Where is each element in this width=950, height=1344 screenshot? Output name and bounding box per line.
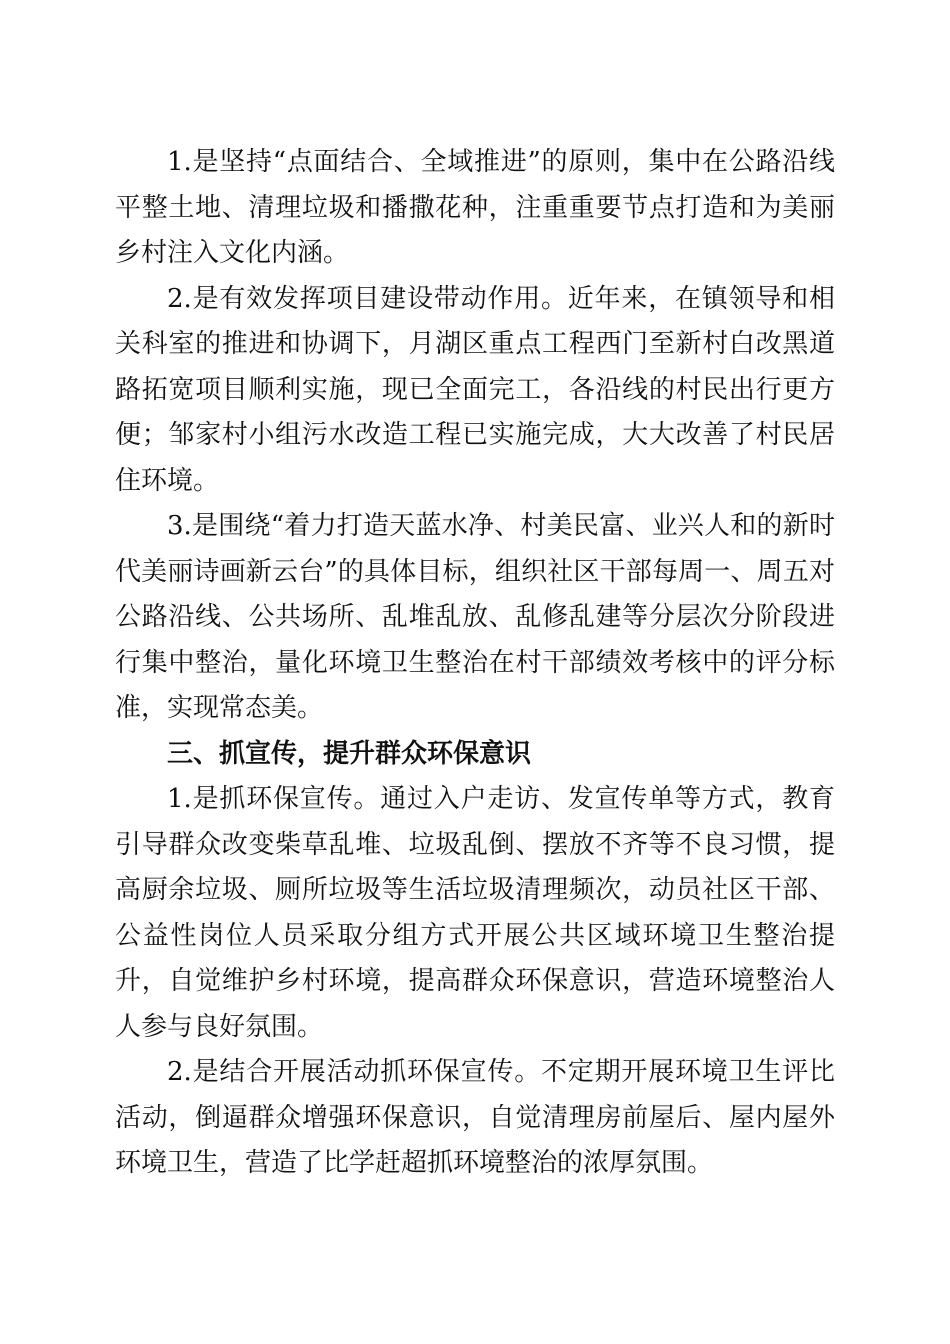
- paragraph-1: 1.是坚持“点面结合、全域推进”的原则，集中在公路沿线平整土地、清理垃圾和播撒花种，注重重要节点打造和为美丽乡村注入文化内涵。: [115, 147, 835, 268]
- paragraph-2: 2.是有效发挥项目建设带动作用。近年来，在镇领导和相关科室的推进和协调下，月湖区重点工程西门至新村白改黑道路拓宽项目顺利实施，现已全面完工，各沿线的村民出行更方便；邹家村小组污水改造工程已实施完成，大大改善了村民居住环境。: [115, 283, 835, 496]
- paragraph-3: 3.是围绕“着力打造天蓝水净、村美民富、业兴人和的新时代美丽诗画新云台”的具体目标，组织社区干部每周一、周五对公路沿线、公共场所、乱堆乱放、乱修乱建等分层次分阶段进行集中整治，量化环境卫生整治在村干部绩效考核中的评分标准，实现常态美。: [115, 511, 835, 723]
- paragraph-4: 1.是抓环保宣传。通过入户走访、发宣传单等方式，教育引导群众改变柴草乱堆、垃圾乱倒、摆放不齐等不良习惯，提高厨余垃圾、厕所垃圾等生活垃圾清理频次，动员社区干部、公益性岗位人员采取分组方式开展公共区域环境卫生整治提升，自觉维护乡村环境，提高群众环保意识，营造环境整治人人参与良好氛围。: [115, 784, 835, 1042]
- document-body: [115, 140, 835, 1187]
- section-heading: 三、抓宣传，提升群众环保意识: [167, 738, 532, 769]
- paragraph-5: 2.是结合开展活动抓环保宣传。不定期开展环境卫生评比活动，倒逼群众增强环保意识，自觉清理房前屋后、屋内屋外环境卫生，营造了比学赶超抓环境整治的浓厚氛围。: [115, 1057, 835, 1178]
